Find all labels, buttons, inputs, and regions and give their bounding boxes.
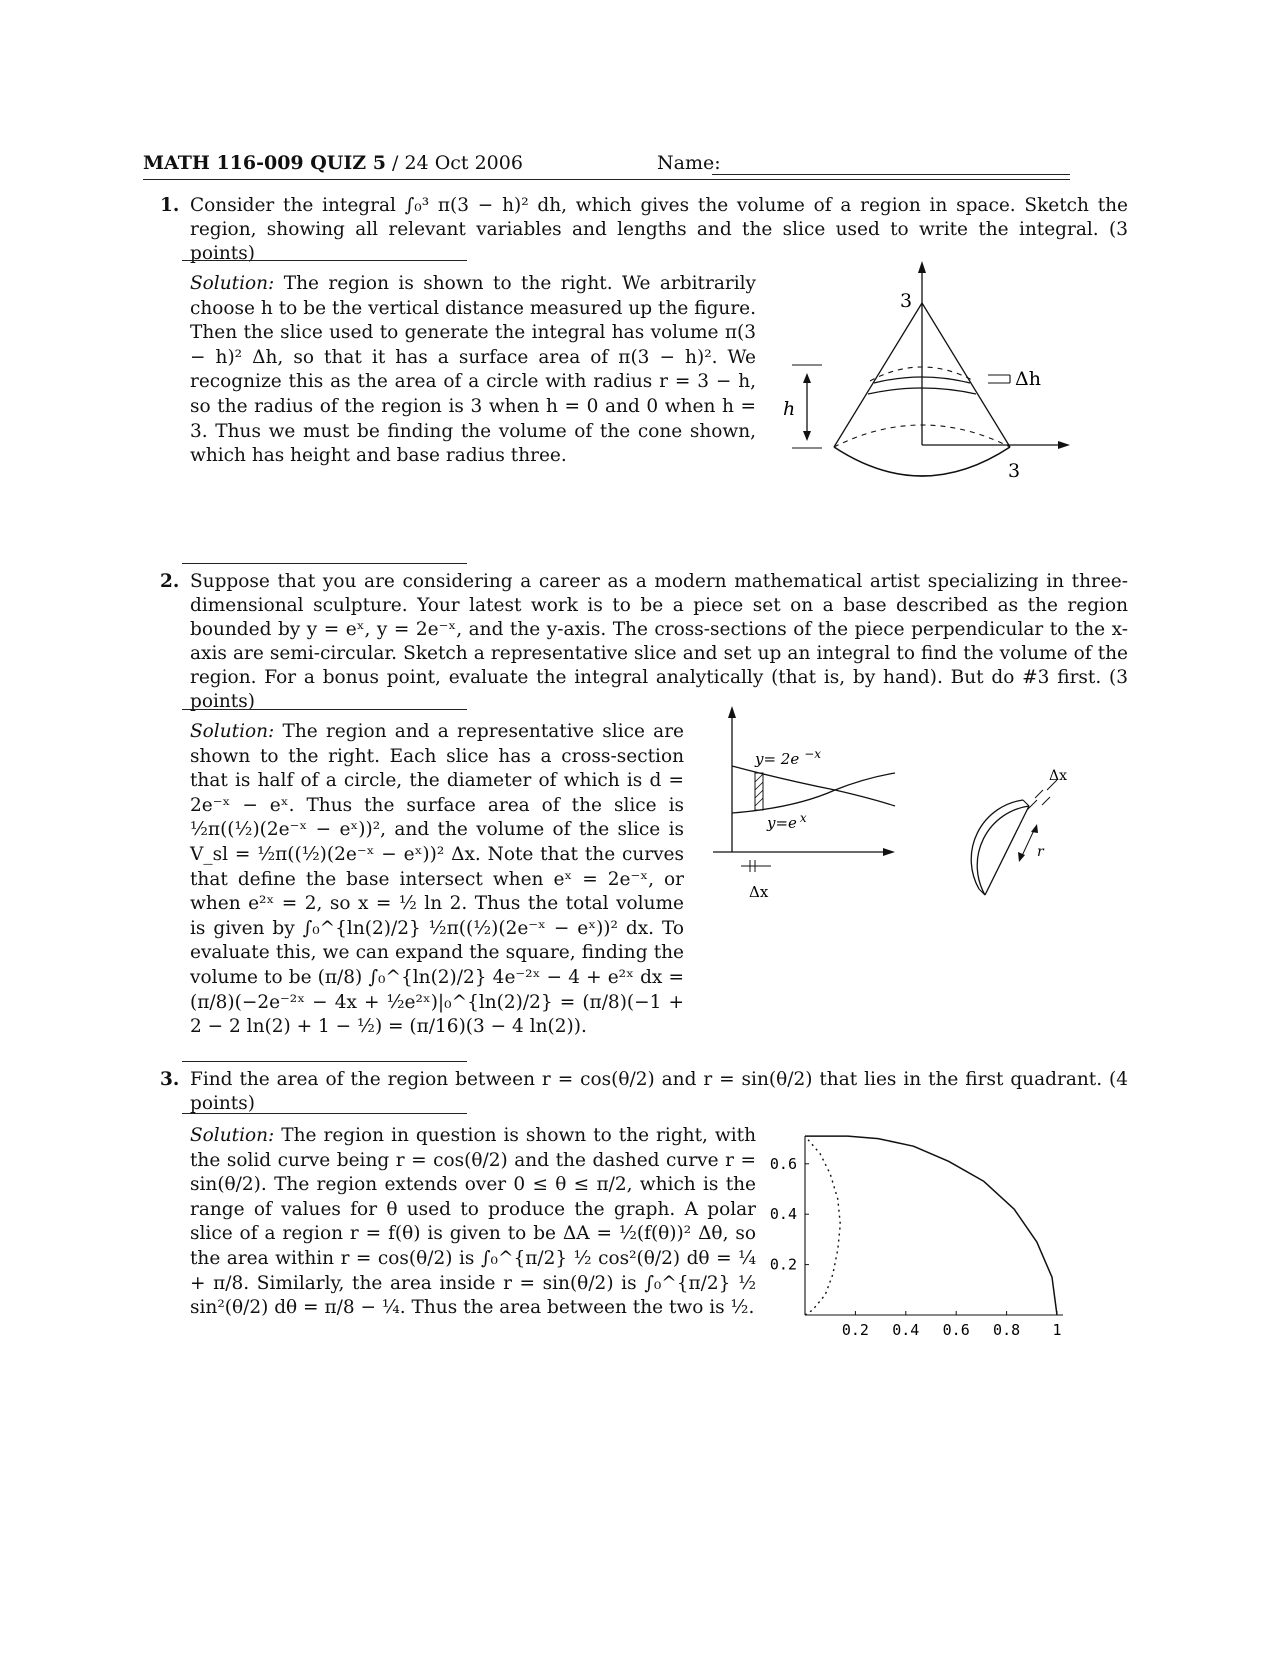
- cone-height-label: 3: [900, 290, 913, 312]
- solution-lead: Solution:: [190, 721, 275, 742]
- problem-number: 1.: [160, 195, 180, 216]
- cone-figure: [770, 255, 1090, 495]
- slice-rectangle: [755, 773, 763, 810]
- slice-dx-label: Δx: [1049, 768, 1068, 784]
- cone-left-edge: [834, 303, 922, 447]
- solution-rule-top: [182, 260, 467, 261]
- problem-3-text: Find the area of the region between r = cos(θ/2) and r = sin(θ/2) that lies in the first quadrant. (4 points): [190, 1069, 1128, 1114]
- solution-rule-bottom: [182, 563, 467, 564]
- delta-h-bracket: [988, 375, 1010, 383]
- name-label: Name:: [657, 152, 721, 174]
- dx-label: Δx: [749, 883, 769, 901]
- vertical-axis: [918, 261, 926, 445]
- lower-curve-label: y=e $^x$: [767, 811, 807, 832]
- y-tick-label: 0.2: [769, 1255, 797, 1274]
- solution-1-text: The region is shown to the right. We arbitrarily choose h to be the vertical distance measured up the figure. Then the slice used to generate the integral has volume π(3 − h)² Δh, so that it has a surface area of π(3 − h)². We recognize this as the area of a circle with radius r = 3 − h, so the radius of the region is 3 when h = 0 and 0 when h = 3. Thus we must be finding the volume of the cone shown, which has height and base radius three.: [190, 273, 756, 467]
- problem-number: 3.: [160, 1069, 180, 1090]
- solution-lead: Solution:: [190, 273, 275, 294]
- solution-3: [190, 1124, 756, 1321]
- curve-upper: [732, 766, 895, 806]
- x-tick-label: 1: [1052, 1321, 1062, 1339]
- solution-rule-bottom: [182, 1061, 467, 1062]
- x-axis: [713, 848, 895, 856]
- cone-base-front: [834, 447, 1010, 476]
- solution-lead: Solution:: [190, 1125, 275, 1146]
- name-blank-line[interactable]: [712, 160, 1070, 175]
- problem-1-text: Consider the integral ∫₀³ π(3 − h)² dh, which gives the volume of a region in space. Sketch the region, showing all relevant variables and lengths and the slice used to write the integral. (3 points): [190, 195, 1128, 264]
- upper-curve-label: y= 2e $^{-x}$: [755, 747, 822, 768]
- h-arrow: [792, 365, 822, 448]
- problem-2: [160, 570, 1128, 714]
- solution-2: [190, 720, 684, 1040]
- curve-lower: [732, 773, 895, 813]
- solution-3-text: The region in question is shown to the right, with the solid curve being r = cos(θ/2) and the dashed curve r = sin(θ/2). The region extends over 0 ≤ θ ≤ π/2, which is the range of values for θ used to produce the graph. A polar slice of a region r = f(θ) is given to be ΔA = ½(f(θ))² Δθ, so the area within r = cos(θ/2) is ∫₀^{π/2} ½ cos²(θ/2) dθ = ¼ + π/8. Similarly, the area inside r = sin(θ/2) is ∫₀^{π/2} ½ sin²(θ/2) dθ = π/8 − ¼. Thus the area between the two is ½.: [190, 1125, 756, 1319]
- cone-radius-label: 3: [1008, 460, 1021, 482]
- solution-rule-top: [182, 709, 467, 710]
- horizontal-axis: [922, 441, 1070, 449]
- delta-h-label: Δh: [1015, 368, 1041, 390]
- x-tick-label: 0.4: [892, 1321, 920, 1339]
- x-tick-label: 0.6: [942, 1321, 970, 1339]
- x-tick-label: 0.8: [993, 1321, 1021, 1339]
- region-figure: [705, 700, 1095, 915]
- series-sin-half-theta: [805, 1136, 840, 1315]
- y-axis: [728, 706, 736, 852]
- polar-chart: [760, 1105, 1090, 1345]
- header-rule: [143, 179, 1070, 180]
- dx-marker: [741, 860, 771, 872]
- h-label: h: [783, 398, 796, 420]
- course-code: MATH 116-009 QUIZ 5: [143, 152, 386, 174]
- semicircle-slice: [971, 800, 1029, 895]
- slice-dx-arrows: [1027, 780, 1057, 810]
- radius-arrow: [1018, 824, 1038, 862]
- radius-label: r: [1037, 844, 1044, 860]
- y-tick-label: 0.6: [769, 1154, 797, 1173]
- solution-2-text: The region and a representative slice are shown to the right. Each slice has a cross-section that is half of a circle, the diameter of which is d = 2e⁻ˣ − eˣ. Thus the surface area of the slice is ½π((½)(2e⁻ˣ − eˣ))², and the volume of the slice is V_sl = ½π((½)(2e⁻ˣ − eˣ))² Δx. Note that the curves that define the base intersect when eˣ = 2e⁻ˣ, or when e²ˣ = 2, so x = ½ ln 2. Thus the total volume is given by ∫₀^{ln(2)/2} ½π((½)(2e⁻ˣ − eˣ))² dx. To evaluate this, we can expand the square, finding the volume to be (π/8) ∫₀^{ln(2)/2} 4e⁻²ˣ − 4 + e²ˣ dx = (π/8)(−2e⁻²ˣ − 4x + ½e²ˣ)|₀^{ln(2)/2} = (π/8)(−1 + 2 − 2 ln(2) + 1 − ½) = (π/16)(3 − 4 ln(2)).: [190, 721, 684, 1038]
- problem-2-text: Suppose that you are considering a career as a modern mathematical artist specializing in three-dimensional sculpture. Your latest work is to be a piece set on a base described as the region bounded by y = eˣ, y = 2e⁻ˣ, and the y-axis. The cross-sections of the piece perpendicular to the x-axis are semi-circular. Sketch a representative slice and set up an integral to find the volume of the region. For a bonus point, evaluate the integral analytically (that is, by hand). But do #3 first. (3 points): [190, 571, 1128, 712]
- quiz-date: / 24 Oct 2006: [392, 152, 523, 174]
- solution-rule-top: [182, 1113, 467, 1114]
- series-cos-half-theta: [805, 1136, 1057, 1315]
- solution-1: [190, 272, 756, 469]
- course-title: [143, 152, 523, 174]
- x-tick-label: 0.2: [841, 1321, 869, 1339]
- y-tick-label: 0.4: [769, 1205, 797, 1224]
- problem-number: 2.: [160, 571, 180, 592]
